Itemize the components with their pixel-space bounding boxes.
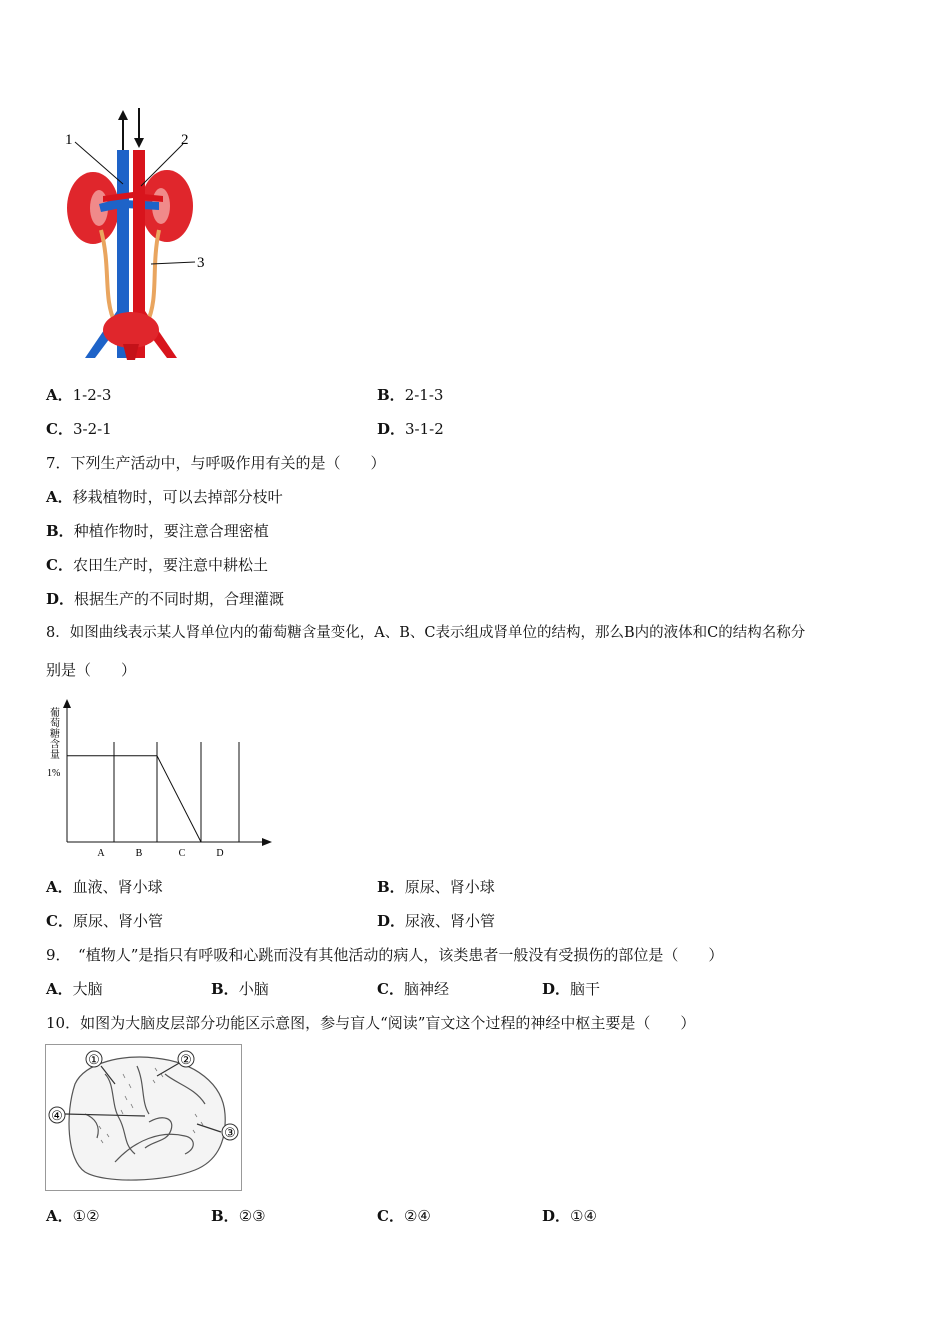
urinary-system-diagram	[55, 108, 215, 363]
option-text: 移栽植物时，可以去掉部分枝叶	[72, 488, 283, 506]
diagram-label-4: ④	[51, 1108, 63, 1123]
option-text: 3-1-2	[405, 420, 444, 438]
q7-option-b[interactable]	[46, 521, 269, 541]
brain-cortex-diagram	[45, 1044, 243, 1192]
svg-text:葡萄糖含量: 葡萄糖含量	[50, 708, 60, 761]
x-tick-label: B	[135, 848, 143, 859]
option-key: C．	[46, 556, 73, 574]
option-text: ①④	[570, 1207, 597, 1225]
option-text: 1-2-3	[72, 386, 112, 404]
q10-option-b[interactable]	[211, 1206, 266, 1226]
option-text: 根据生产的不同时期，合理灌溉	[74, 590, 285, 608]
q8-option-c[interactable]	[46, 911, 163, 931]
option-key: C．	[377, 980, 404, 998]
q8-stem-line2: 别是（ ）	[46, 661, 137, 679]
series-segment	[157, 756, 201, 842]
q6-option-d[interactable]	[377, 419, 444, 439]
option-key: C．	[46, 420, 73, 438]
q10-option-a[interactable]	[46, 1206, 100, 1226]
q9-option-a[interactable]	[46, 979, 103, 999]
option-text: 2-1-3	[404, 386, 444, 404]
option-text: 尿液、肾小管	[405, 912, 496, 930]
q7-option-d[interactable]	[46, 589, 284, 609]
q6-option-c[interactable]	[46, 419, 112, 439]
q10-stem: 10．如图为大脑皮层部分功能区示意图，参与盲人“阅读”盲文这个过程的神经中枢主要是（ ）	[46, 1014, 696, 1032]
q9-option-d[interactable]	[542, 979, 600, 999]
diagram-label-3: ③	[224, 1125, 236, 1140]
diagram-label-2: ②	[180, 1052, 192, 1067]
option-key: D．	[377, 420, 406, 438]
option-text: 原尿、肾小球	[404, 878, 495, 896]
q9-option-c[interactable]	[377, 979, 449, 999]
option-text: 脑干	[570, 980, 601, 998]
option-key: B．	[46, 522, 74, 540]
option-key: C．	[46, 912, 73, 930]
option-text: 3-2-1	[72, 420, 112, 438]
option-key: D．	[542, 980, 571, 998]
option-text: 种植作物时，要注意合理密植	[73, 522, 269, 540]
option-key: A．	[46, 878, 73, 896]
option-text: 农田生产时，要注意中耕松土	[72, 556, 268, 574]
q10-option-d[interactable]	[542, 1206, 597, 1226]
option-key: B．	[377, 878, 405, 896]
q9-stem: 9． “植物人”是指只有呼吸和心跳而没有其他活动的病人，该类患者一般没有受损伤的部位是（ ）	[46, 946, 724, 964]
diagram-label-2: 2	[181, 132, 189, 148]
q6-option-b[interactable]	[377, 385, 443, 405]
option-text: ②③	[238, 1207, 266, 1225]
q8-stem-line1: 8．如图曲线表示某人肾单位内的葡萄糖含量变化，A、B、C表示组成肾单位的结构，那么B内的液体和C的结构名称分	[46, 625, 806, 641]
option-text: ②④	[403, 1207, 431, 1225]
q8-option-d[interactable]	[377, 911, 495, 931]
option-key: C．	[377, 1207, 404, 1225]
option-key: B．	[377, 386, 405, 404]
brain-cortex-diagram-icon	[65, 1057, 225, 1180]
option-text: 原尿、肾小管	[72, 912, 163, 930]
x-tick-label: D	[216, 848, 224, 859]
option-text: 血液、肾小球	[72, 878, 163, 896]
diagram-label-3: 3	[197, 255, 205, 271]
diagram-label-1: ①	[88, 1052, 100, 1067]
q8-option-a[interactable]	[46, 877, 163, 897]
option-text: 小脑	[238, 980, 269, 998]
y-tick-label: 1%	[47, 768, 61, 779]
q7-option-a[interactable]	[46, 487, 283, 507]
glucose-chart	[44, 698, 280, 862]
diagram-label-1: 1	[65, 132, 73, 148]
option-text: 脑神经	[403, 980, 449, 998]
urinary-system-diagram-icon	[67, 108, 195, 360]
q9-option-b[interactable]	[211, 979, 269, 999]
option-key: B．	[211, 980, 239, 998]
option-key: D．	[542, 1207, 571, 1225]
option-text: ①②	[72, 1207, 100, 1225]
x-tick-label: A	[97, 848, 105, 859]
x-tick-label: C	[178, 848, 186, 859]
option-key: A．	[46, 386, 73, 404]
option-key: D．	[46, 590, 75, 608]
option-text: 大脑	[72, 980, 103, 998]
q6-option-a[interactable]	[46, 385, 111, 405]
option-key: D．	[377, 912, 406, 930]
x-axis-arrow	[262, 838, 272, 846]
y-axis-arrow	[63, 699, 71, 708]
q10-option-c[interactable]	[377, 1206, 431, 1226]
q7-stem: 7．下列生产活动中，与呼吸作用有关的是（ ）	[46, 454, 386, 472]
q8-option-b[interactable]	[377, 877, 495, 897]
option-key: B．	[211, 1207, 239, 1225]
option-key: A．	[46, 980, 73, 998]
y-axis-label	[50, 706, 60, 761]
q7-option-c[interactable]	[46, 555, 268, 575]
option-key: A．	[46, 488, 73, 506]
option-key: A．	[46, 1207, 73, 1225]
